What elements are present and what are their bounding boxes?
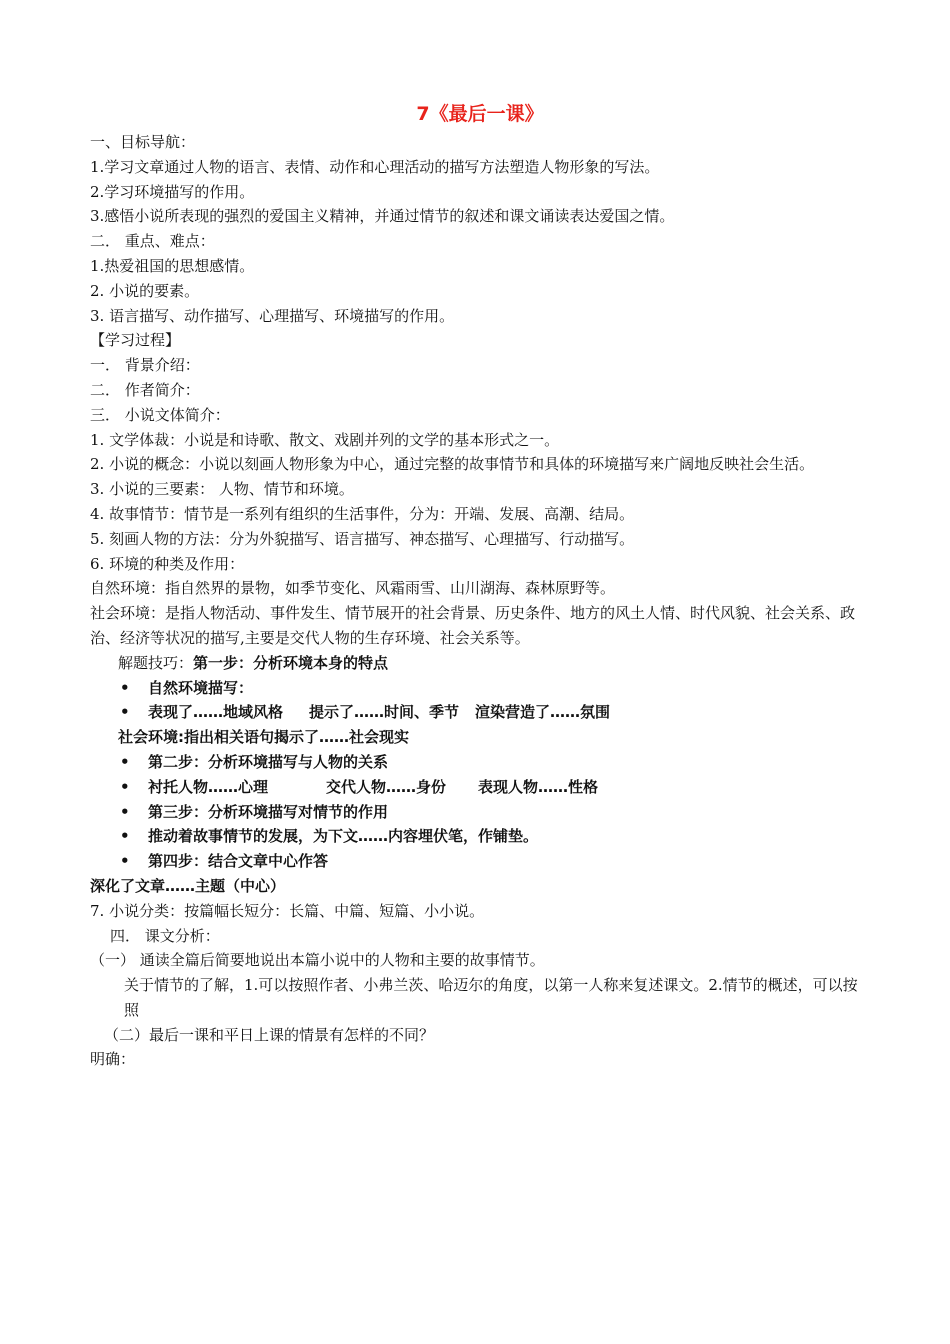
step-three: 第三步：分析环境描写对情节的作用 [148,802,389,821]
key-point-item: 3. 语言描写、动作描写、心理描写、环境描写的作用。 [90,306,455,325]
bullet-item [90,750,870,775]
tips-label: 解题技巧： [118,653,194,672]
question-two: （二）最后一课和平日上课的情景有怎样的不同？ [104,1025,435,1044]
nature-point: 渲染营造了……氛围 [475,703,611,722]
step-two: 第二步：分析环境描写与人物的关系 [148,752,389,771]
goal-item: 1.学习文章通过人物的语言、表情、动作和心理活动的描写方法塑造人物形象的写法。 [90,157,660,176]
nature-environment-text: 自然环境：指自然界的景物，如季节变化、风霜雨雪、山川湖海、森林原野等。 [90,579,616,598]
bullet-item [90,849,870,874]
section-heading: 一、目标导航： [90,133,196,151]
social-tip: 社会环境:指出相关语句揭示了……社会现实 [118,728,410,747]
plot-point: 推动着故事情节的发展，为下文……内容埋伏笔，作铺垫。 [148,827,539,846]
bullet-item [90,700,870,725]
analysis-heading: 四． 课文分析： [110,926,220,945]
bullet-icon: • [120,777,130,796]
genre-heading: 三． 小说文体简介： [90,405,230,424]
classify-item: 7. 小说分类：按篇幅长短分：长篇、中篇、短篇、小小说。 [90,901,485,920]
bullet-icon: • [120,678,130,697]
bullet-item [90,800,870,825]
section-heading: 二． 重点、难点： [90,232,215,251]
key-point-item: 2. 小说的要素。 [90,281,200,300]
bullet-icon: • [120,703,130,722]
genre-item: 4. 故事情节：情节是一系列有组织的生活事件，分为：开端、发展、高潮、结局。 [90,504,635,523]
relation-point: 衬托人物……心理 [148,777,269,796]
nature-point: 提示了……时间、季节 [309,703,460,722]
bullet-icon: • [120,852,130,871]
relation-point: 交代人物……身份 [326,777,447,796]
document-title: 7《最后一课》 [416,103,544,125]
nature-point: 表现了……地域风格 [148,703,284,722]
step-one: 第一步：分析环境本身的特点 [193,653,389,672]
document-page [90,100,870,1072]
background-heading: 一． 背景介绍： [90,356,200,375]
answer-label: 明确： [90,1050,136,1069]
genre-item: 1. 文学体裁：小说是和诗歌、散文、戏剧并列的文学的基本形式之一。 [90,430,560,449]
author-heading: 二． 作者简介： [90,380,200,399]
nature-description-label: 自然环境描写： [148,678,254,697]
genre-item: 3. 小说的三要素： 人物、情节和环境。 [90,480,354,499]
goal-item: 2.学习环境描写的作用。 [90,182,255,201]
question-one-note: 关于情节的了解，1.可以按照作者、小弗兰茨、哈迈尔的角度，以第一人称来复述课文。2.情节的概述，可以按照 [124,976,858,1019]
question-one: （一） 通读全篇后简要地说出本篇小说中的人物和主要的故事情节。 [90,951,545,970]
bullet-icon: • [120,752,130,771]
process-heading: 【学习过程】 [90,331,181,350]
theme-point: 深化了文章……主题（中心） [90,876,286,895]
bullet-item [90,824,870,849]
bullet-item [90,775,870,800]
genre-item: 6. 环境的种类及作用： [90,554,245,573]
bullet-icon: • [120,827,130,846]
genre-item: 5. 刻画人物的方法：分为外貌描写、语言描写、神态描写、心理描写、行动描写。 [90,529,635,548]
social-environment-text: 社会环境：是指人物活动、事件发生、情节展开的社会背景、历史条件、地方的风土人情、时代风貌、社会关系、政治、经济等状况的描写,主要是交代人物的生存环境、社会关系等。 [90,604,856,647]
genre-item: 2. 小说的概念：小说以刻画人物形象为中心，通过完整的故事情节和具体的环境描写来广阔地反映社会生活。 [90,455,815,474]
key-point-item: 1.热爱祖国的思想感情。 [90,256,255,275]
step-four: 第四步：结合文章中心作答 [148,852,329,871]
goal-item: 3.感悟小说所表现的强烈的爱国主义精神，并通过情节的叙述和课文诵读表达爱国之情。 [90,207,675,226]
bullet-item [90,676,870,701]
tips-line [90,651,870,676]
bullet-icon: • [120,802,130,821]
relation-point: 表现人物……性格 [478,777,599,796]
